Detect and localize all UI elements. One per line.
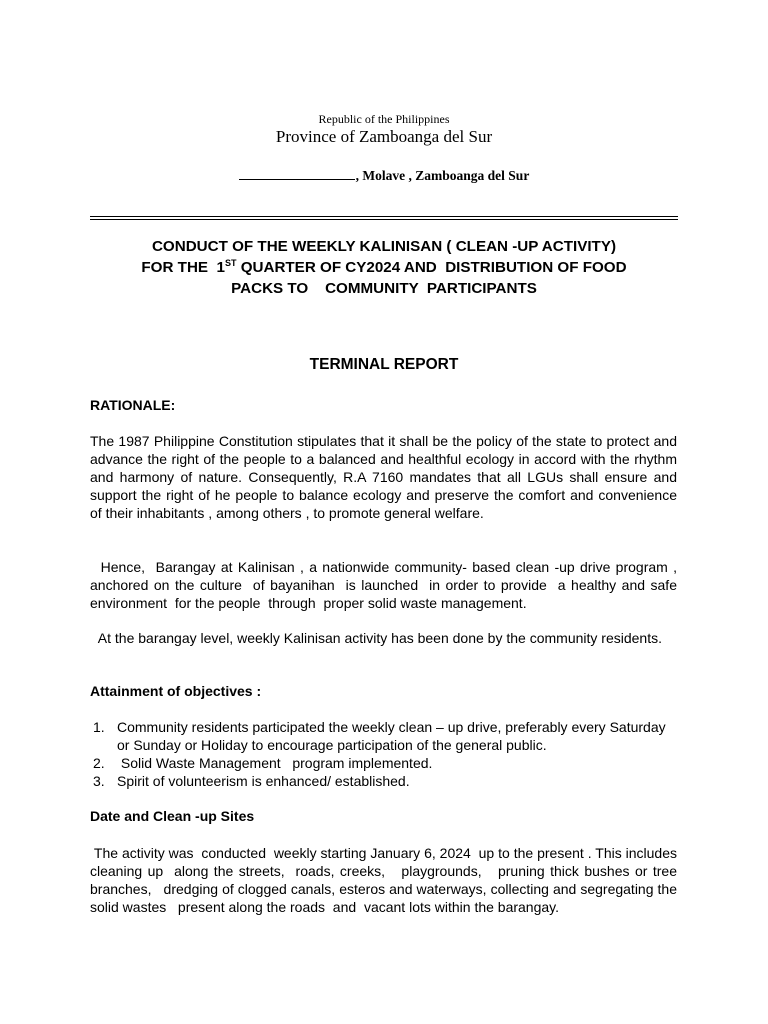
document-title [90,236,678,299]
header-location-text: , Molave , Zamboanga del Sur [355,168,530,183]
header-location [0,167,768,184]
header-divider-bottom [90,219,678,220]
rationale-paragraph-3: At the barangay level, weekly Kalinisan activity has been done by the community residents. [90,630,662,646]
list-item-number: 2. [93,755,105,771]
list-item-text: Spirit of volunteerism is enhanced/ established. [117,773,410,789]
list-item [90,772,677,790]
location-blank-line [239,167,355,180]
rationale-paragraph-2: Hence, Barangay at Kalinisan , a nationwide community- based clean -up drive program , anchored on the culture of bayanihan is launched in order to provide a healthy and safe environment for the people through proper solid waste management. [90,559,681,611]
title-line-2 [90,257,678,278]
sites-heading: Date and Clean -up Sites [90,808,255,824]
rationale-heading: RATIONALE: [90,397,176,413]
list-item-text: Solid Waste Management program implemented. [117,755,433,771]
list-item-number: 1. [93,719,105,735]
title-superscript: ST [224,258,237,268]
sites-paragraph: The activity was conducted weekly starting January 6, 2024 up to the present . This includes cleaning up along the streets, roads, creeks, playgrounds, pruning thick bushes or tree branches, dredging of clogged canals, esteros and waterways, collecting and segregating the solid wastes present along the roads and vacant lots within the barangay. [90,845,681,915]
title-line-2-pre: FOR THE 1 [141,259,225,276]
list-item-text: Community residents participated the weekly clean – up drive, preferably every Saturday or Sunday or Holiday to encourage participation of the general public. [117,719,666,753]
header-province: Province of Zamboanga del Sur [275,127,493,146]
objectives-heading: Attainment of objectives : [90,683,262,699]
list-item [90,754,677,772]
title-line-1: CONDUCT OF THE WEEKLY KALINISAN ( CLEAN -UP ACTIVITY) [151,238,617,255]
header-divider-top [90,216,678,217]
list-item [90,718,677,754]
list-item-number: 3. [93,773,105,789]
objectives-list [90,718,677,790]
header-republic: Republic of the Philippines [318,112,450,126]
rationale-paragraph-1: The 1987 Philippine Constitution stipulates that it shall be the policy of the state to protect and advance the right of the people to a balanced and healthful ecology in accord with the rhythm and harmony of nature. Consequently, R.A 7160 mandates that all LGUs shall ensure and support the right of he people to balance ecology and preserve the comfort and convenience of their inhabitants , among others , to promote general welfare. [90,433,677,521]
title-line-2-post: QUARTER OF CY2024 AND DISTRIBUTION OF FOOD [236,259,627,276]
report-title: TERMINAL REPORT [309,356,459,373]
title-line-3: PACKS TO COMMUNITY PARTICIPANTS [231,280,537,297]
